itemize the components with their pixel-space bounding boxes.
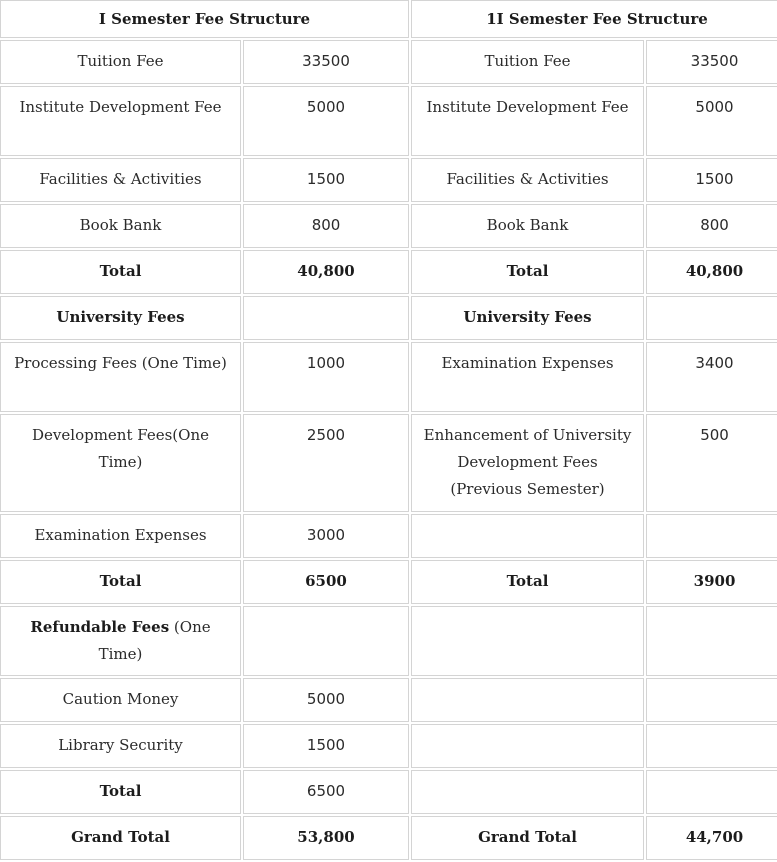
sem1-value: 1500 xyxy=(243,158,409,202)
sem2-label xyxy=(411,678,644,722)
sem1-total-label: Total xyxy=(0,560,241,604)
sem2-label: Examination Expenses xyxy=(411,342,644,412)
table-row-total xyxy=(0,560,777,604)
sem2-section-heading: University Fees xyxy=(411,296,644,340)
sem2-label xyxy=(411,514,644,558)
sem2-value: 3400 xyxy=(646,342,777,412)
sem1-value xyxy=(243,606,409,676)
sem1-label: Caution Money xyxy=(0,678,241,722)
table-row xyxy=(0,40,777,84)
sem2-value xyxy=(646,724,777,768)
table-row-total xyxy=(0,770,777,814)
sem1-value: 1500 xyxy=(243,724,409,768)
sem1-value: 33500 xyxy=(243,40,409,84)
sem2-value: 5000 xyxy=(646,86,777,156)
table-row xyxy=(0,514,777,558)
sem1-section-heading: University Fees xyxy=(0,296,241,340)
table-row-section xyxy=(0,296,777,340)
sem1-value: 5000 xyxy=(243,678,409,722)
sem2-grand-total-label: Grand Total xyxy=(411,816,644,860)
sem1-label: Institute Development Fee xyxy=(0,86,241,156)
sem1-total-value: 6500 xyxy=(243,770,409,814)
sem1-value xyxy=(243,296,409,340)
table-row-grand-total xyxy=(0,816,777,860)
sem2-value: 33500 xyxy=(646,40,777,84)
sem1-value: 5000 xyxy=(243,86,409,156)
sem2-value xyxy=(646,770,777,814)
sem2-label: Tuition Fee xyxy=(411,40,644,84)
sem2-value: 1500 xyxy=(646,158,777,202)
refundable-fees-label: Refundable Fees xyxy=(30,618,170,636)
sem2-value xyxy=(646,514,777,558)
sem1-label: Examination Expenses xyxy=(0,514,241,558)
sem2-total-value: 3900 xyxy=(646,560,777,604)
table-row xyxy=(0,86,777,156)
sem1-label: Facilities & Activities xyxy=(0,158,241,202)
sem1-section-heading xyxy=(0,606,241,676)
sem1-header: I Semester Fee Structure xyxy=(0,0,409,38)
sem2-label: Book Bank xyxy=(411,204,644,248)
sem1-value: 800 xyxy=(243,204,409,248)
sem2-total-value: 40,800 xyxy=(646,250,777,294)
table-row xyxy=(0,342,777,412)
table-row xyxy=(0,204,777,248)
sem1-label: Development Fees(One Time) xyxy=(0,414,241,512)
table-row xyxy=(0,724,777,768)
sem1-value: 2500 xyxy=(243,414,409,512)
table-row xyxy=(0,678,777,722)
sem1-total-label: Total xyxy=(0,250,241,294)
table-row-section xyxy=(0,606,777,676)
sem1-total-value: 40,800 xyxy=(243,250,409,294)
sem2-value xyxy=(646,296,777,340)
sem1-label: Library Security xyxy=(0,724,241,768)
header-row xyxy=(0,0,777,38)
refundable-fees-note: (One Time) xyxy=(98,618,211,663)
table-row xyxy=(0,414,777,512)
sem1-label: Tuition Fee xyxy=(0,40,241,84)
sem1-label: Processing Fees (One Time) xyxy=(0,342,241,412)
sem1-value: 1000 xyxy=(243,342,409,412)
sem1-label: Book Bank xyxy=(0,204,241,248)
sem2-total-label: Total xyxy=(411,250,644,294)
sem1-total-label: Total xyxy=(0,770,241,814)
table-row xyxy=(0,158,777,202)
sem2-value: 800 xyxy=(646,204,777,248)
sem2-value xyxy=(646,606,777,676)
sem2-total-label: Total xyxy=(411,560,644,604)
sem2-label: Facilities & Activities xyxy=(411,158,644,202)
sem2-label xyxy=(411,724,644,768)
sem2-label xyxy=(411,770,644,814)
sem2-value: 500 xyxy=(646,414,777,512)
sem2-label xyxy=(411,606,644,676)
sem1-value: 3000 xyxy=(243,514,409,558)
sem2-value xyxy=(646,678,777,722)
sem2-header: 1I Semester Fee Structure xyxy=(411,0,777,38)
sem1-total-value: 6500 xyxy=(243,560,409,604)
sem1-grand-total-label: Grand Total xyxy=(0,816,241,860)
sem2-label: Institute Development Fee xyxy=(411,86,644,156)
table-row-total xyxy=(0,250,777,294)
sem2-label: Enhancement of University Development Fees (Previous Semester) xyxy=(411,414,644,512)
sem2-grand-total-value: 44,700 xyxy=(646,816,777,860)
sem1-grand-total-value: 53,800 xyxy=(243,816,409,860)
